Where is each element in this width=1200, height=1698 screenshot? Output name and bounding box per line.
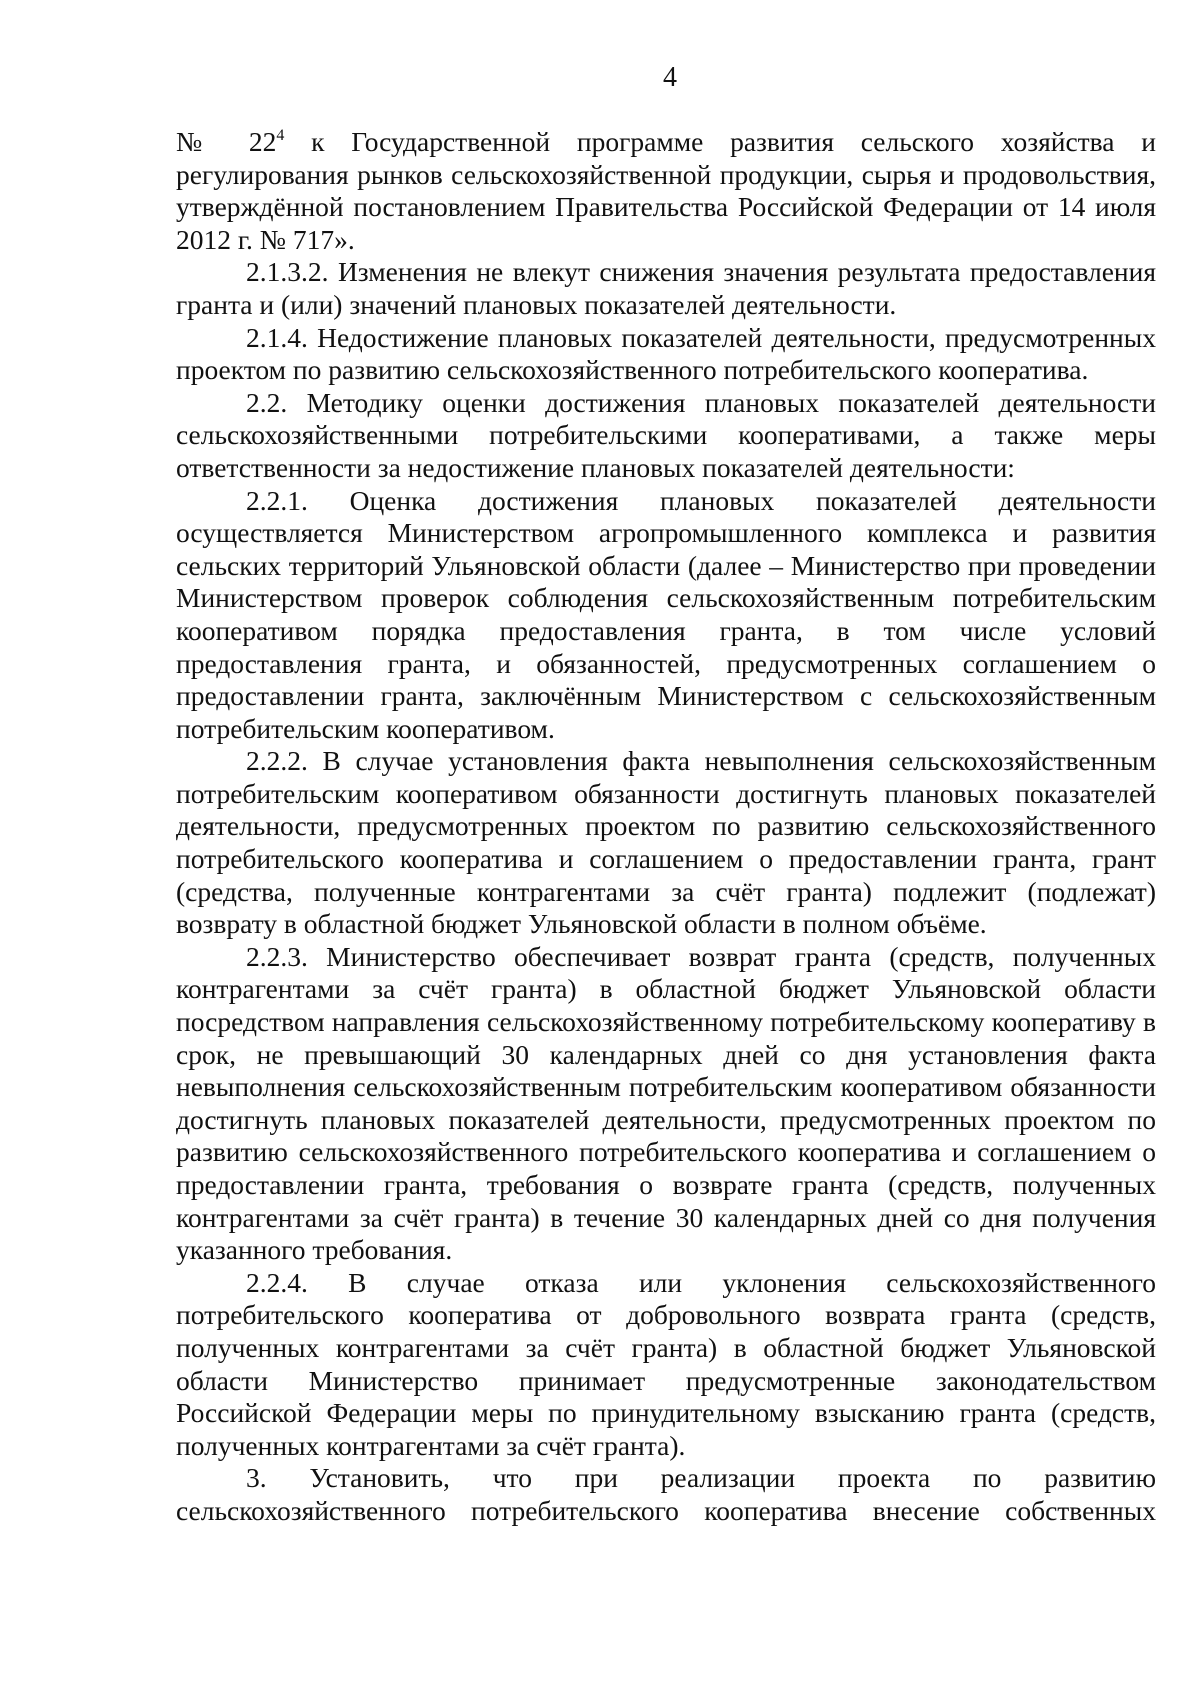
document-body (176, 126, 1156, 1528)
appendix-number-superscript: 4 (276, 127, 285, 144)
page-number: 4 (663, 62, 677, 93)
paragraph-text: к Государственной программе развития сельского хозяйства и регулирования рынков сельскохозяйственной продукции, сырья и продовольствия, утверждённой постановлением Правительства Российской Федерации от 14 июля 2012 г. № 717». (176, 126, 1156, 255)
paragraph-2-2-4: 2.2.4. В случае отказа или уклонения сельскохозяйственного потребительского кооператива от добровольного возврата гранта (средств, полученных контрагентами за счёт гранта) в областной бюджет Ульяновской области Министерство принимает предусмотренные законодательством Российской Федерации меры по принудительному взысканию гранта (средств, полученных контрагентами за счёт гранта). (176, 1266, 1156, 1461)
paragraph-2-1-4: 2.1.4. Недостижение плановых показателей деятельности, предусмотренных проектом по развитию сельскохозяйственного потребительского кооператива. (176, 321, 1156, 386)
paragraph-2-2-2: 2.2.2. В случае установления факта невыполнения сельскохозяйственным потребительским кооперативом обязанности достигнуть плановых показателей деятельности, предусмотренных проектом по развитию сельскохозяйственного потребительского кооператива и соглашением о предоставлении гранта, грант (средства, полученные контрагентами за счёт гранта) подлежит (подлежат) возврату в областной бюджет Ульяновской области в полном объёме. (176, 745, 1156, 940)
paragraph-3: 3. Установить, что при реализации проекта по развитию сельскохозяйственного потребительского кооператива внесение собственных (176, 1462, 1156, 1526)
paragraph-2-2-1: 2.2.1. Оценка достижения плановых показателей деятельности осуществляется Министерством агропромышленного комплекса и развития сельских территорий Ульяновской области (далее – Министерство при проведении Министерством проверок соблюдения сельскохозяйственным потребительским кооперативом порядка предоставления гранта, в том числе условий предоставления гранта, и обязанностей, предусмотренных соглашением о предоставлении гранта, заключённым Министерством с сельскохозяйственным потребительским кооперативом. (176, 484, 1156, 744)
paragraph-2-2: 2.2. Методику оценки достижения плановых показателей деятельности сельскохозяйственными потребительскими кооперативами, а также меры ответственности за недостижение плановых показателей деятельности: (176, 386, 1156, 483)
paragraph-2-2-3: 2.2.3. Министерство обеспечивает возврат гранта (средств, полученных контрагентами за счёт гранта) в областной бюджет Ульяновской области посредством направления сельскохозяйственному потребительскому кооперативу в срок, не превышающий 30 календарных дней со дня установления факта невыполнения сельскохозяйственным потребительским кооперативом обязанности достигнуть плановых показателей деятельности, предусмотренных проектом по развитию сельскохозяйственного потребительского кооператива и соглашением о предоставлении гранта, требования о возврате гранта (средств, полученных контрагентами за счёт гранта) в течение 30 календарных дней со дня получения указанного требования. (176, 940, 1156, 1266)
paragraph-2-1-3-2: 2.1.3.2. Изменения не влекут снижения значения результата предоставления гранта и (или) значений плановых показателей деятельности. (176, 256, 1156, 320)
appendix-number: № 22 (176, 126, 277, 157)
paragraph-continuation (176, 126, 1156, 256)
